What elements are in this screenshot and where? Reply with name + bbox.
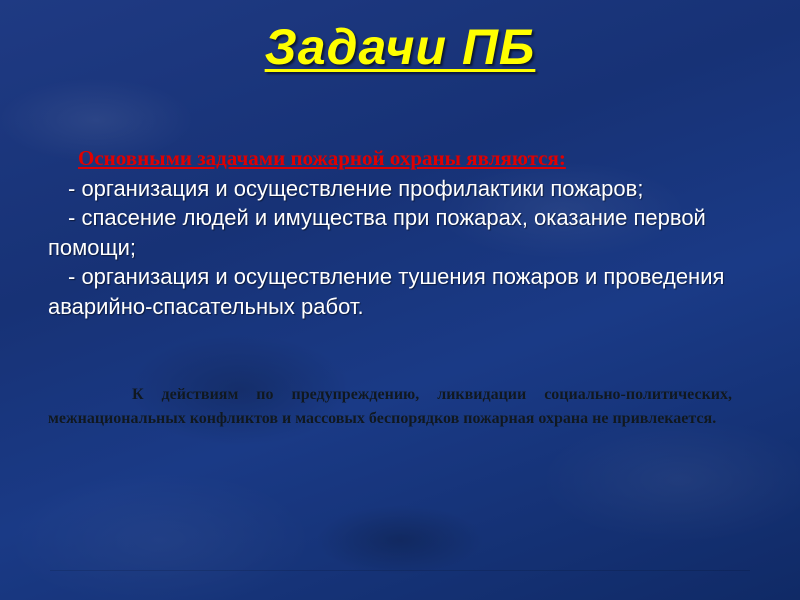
tasks-heading: Основными задачами пожарной охраны являются: [78,146,566,170]
task-item: - организация и осуществление профилактики пожаров; [68,175,644,201]
tasks-block [48,144,728,321]
note-paragraph: К действиям по предупреждению, ликвидации социально-политических, межнациональных конфликтов и массовых беспорядков пожарная охрана не привлекается. [48,386,732,427]
task-item: - спасение людей и имущества при пожарах, оказание первой помощи; [48,205,706,260]
footer-divider [50,570,750,571]
slide-title: Задачи ПБ [264,19,536,75]
task-item: - организация и осуществление тушения пожаров и проведения аварийно-спасательных работ. [48,264,725,319]
